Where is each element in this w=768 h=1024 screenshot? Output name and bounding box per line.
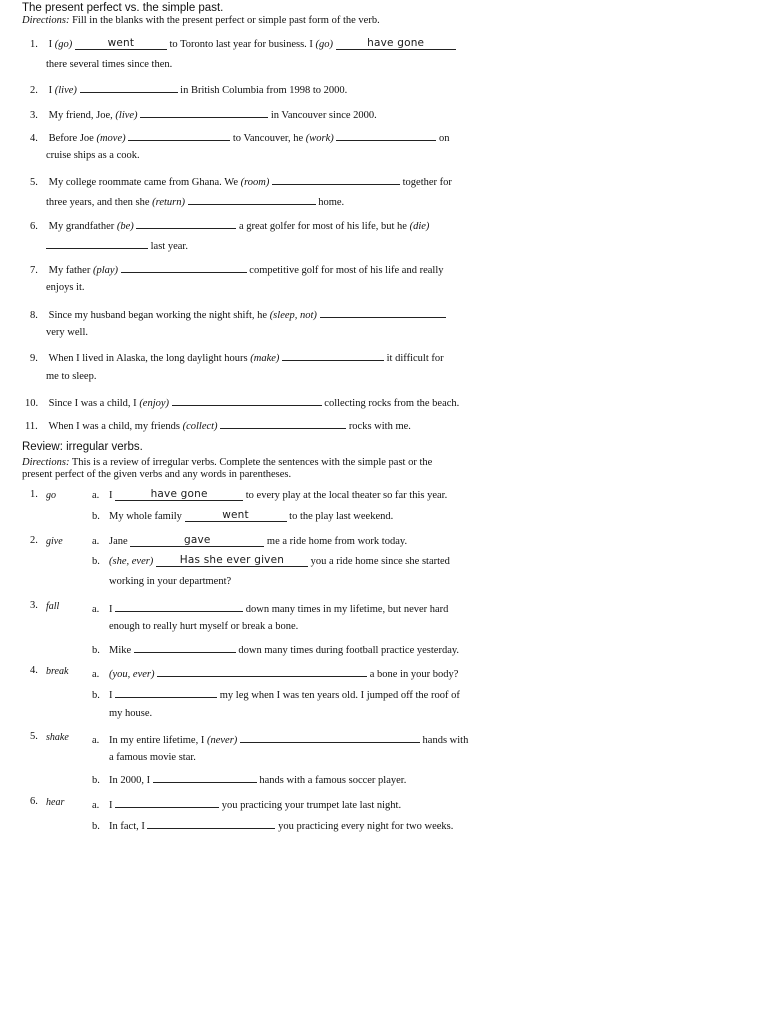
sentence-text: down many times during football practice yesterday. [235,645,460,656]
part-label: b. [92,821,100,832]
verb-hint: (go) [315,39,334,50]
review-verb: give [46,536,63,547]
exercise-7-continuation: enjoys it. [46,282,85,293]
sentence-text: down many times in my lifetime, but never hard [243,604,449,615]
sentence-text: home. [315,197,345,208]
review-verb: go [46,490,56,501]
sentence-text: My whole family [109,511,185,522]
answer-blank[interactable] [320,306,446,318]
sentence-text: to Vancouver, he [230,133,306,144]
sentence-text: three years, and then she [46,197,153,208]
handwritten-answer: have gone [150,488,208,500]
sentence-text: rocks with me. [346,421,411,432]
answer-blank[interactable] [157,665,367,677]
handwritten-answer: have gone [367,37,425,49]
handwritten-answer: gave [184,534,211,546]
review-2b [92,555,450,568]
review-verb: fall [46,601,60,612]
answer-blank[interactable] [240,731,420,743]
answer-blank[interactable] [336,129,436,141]
review-number: 6. [30,796,38,807]
exercise-5 [30,173,452,189]
verb-hint: (work) [305,133,334,144]
answer-blank[interactable] [115,686,217,698]
answer-blank[interactable] [80,81,178,93]
sentence-text: When I was a child, my friends [48,421,183,432]
review-title: Review: irregular verbs. [22,441,143,453]
sentence-text: I [109,800,116,811]
sentence-text: I [48,85,55,96]
verb-hint: (room) [240,177,270,188]
sentence-text: I [48,39,55,50]
sentence-text: In my entire lifetime, I [109,735,207,746]
exercise-4 [30,129,449,145]
verb-hint: (enjoy) [139,398,170,409]
review-directions-line-2: present perfect of the given verbs and any words in parentheses. [22,469,292,480]
review-4b [92,686,460,702]
exercise-4-continuation: cruise ships as a cook. [46,150,140,161]
sentence-text: on [436,133,450,144]
answer-blank[interactable] [136,217,236,229]
sentence-text: together for [400,177,452,188]
verb-hint: (you, ever) [109,669,155,680]
review-5a [92,731,468,747]
verb-hint: (live) [115,110,138,121]
review-directions-label: Directions: [22,457,70,468]
exercise-number: 10. [25,398,39,409]
answer-blank[interactable] [115,796,219,808]
review-directions-line-1 [22,457,432,468]
exercise-7 [30,261,443,277]
review-5a-continuation: a famous movie star. [109,752,196,763]
exercise-number: 3. [30,110,38,121]
verb-hint: (play) [92,265,119,276]
sentence-text: competitive golf for most of his life and really [246,265,444,276]
answer-blank[interactable] [156,555,308,567]
review-number: 5. [30,731,38,742]
answer-blank[interactable] [185,510,287,522]
sentence-text: Mike [109,645,134,656]
review-verb: hear [46,797,65,808]
sentence-text: in British Columbia from 1998 to 2000. [177,85,348,96]
review-4b-continuation: my house. [109,708,153,719]
sentence-text: a bone in your body? [367,669,459,680]
sentence-text: My grandfather [48,221,117,232]
review-directions-text: This is a review of irregular verbs. Complete the sentences with the simple past or the [69,457,433,468]
sentence-text: to every play at the local theater so far this year. [243,490,448,501]
answer-blank[interactable] [172,394,322,406]
answer-blank[interactable] [220,417,346,429]
exercise-6-continuation [46,237,188,253]
answer-blank[interactable] [128,129,230,141]
sentence-text: I [109,690,116,701]
part-label: b. [92,645,100,656]
review-2a [92,535,407,548]
exercise-8 [30,306,446,322]
exercise-1-continuation: there several times since then. [46,59,173,70]
sentence-text: it difficult for [384,353,444,364]
review-verb: break [46,666,69,677]
exercise-number: 1. [30,39,38,50]
sentence-text: Before Joe [48,133,97,144]
review-4a [92,665,458,681]
review-number: 3. [30,600,38,611]
sentence-text: hands with [419,735,469,746]
review-2b-continuation: working in your department? [109,576,232,587]
part-label: b. [92,511,100,522]
verb-hint: (live) [54,85,77,96]
exercise-1 [30,38,456,51]
handwritten-answer: went [107,37,135,49]
part-label: a. [92,536,100,547]
directions [22,15,380,26]
exercise-number: 5. [30,177,38,188]
sentence-text: In fact, I [109,821,148,832]
sentence-text: When I lived in Alaska, the long daylight hours [48,353,251,364]
part-label: a. [92,800,100,811]
exercise-number: 6. [30,221,38,232]
answer-blank[interactable] [272,173,400,185]
review-5b [92,771,406,787]
sentence-text: I [109,490,116,501]
answer-blank[interactable] [147,817,275,829]
sentence-text: me a ride home from work today. [264,536,408,547]
sentence-text: you practicing every night for two weeks. [275,821,454,832]
review-3a-continuation: enough to really hurt myself or break a bone. [109,621,299,632]
part-label: b. [92,775,100,786]
answer-blank[interactable] [130,535,264,547]
worksheet-title: The present perfect vs. the simple past. [22,2,224,14]
part-label: a. [92,604,100,615]
answer-blank[interactable] [75,38,167,50]
verb-hint: (be) [116,221,134,232]
handwritten-answer: Has she ever given [179,554,285,566]
answer-blank[interactable] [121,261,247,273]
review-6a [92,796,401,812]
exercise-number: 4. [30,133,38,144]
sentence-text: to the play last weekend. [286,511,394,522]
sentence-text: collecting rocks from the beach. [321,398,460,409]
review-number: 2. [30,535,38,546]
exercise-11 [25,417,411,433]
verb-hint: (sleep, not) [269,310,317,321]
answer-blank[interactable] [336,38,456,50]
sentence-text: Jane [109,536,131,547]
review-3a [92,600,448,616]
sentence-text: I [109,604,116,615]
review-1b [92,510,393,523]
handwritten-answer: went [222,509,249,521]
exercise-6 [30,217,429,233]
exercise-number: 11. [25,421,38,432]
exercise-2 [30,81,347,97]
exercise-9 [30,349,444,365]
exercise-number: 9. [30,353,38,364]
sentence-text: Since I was a child, I [48,398,140,409]
part-label: b. [92,690,100,701]
exercise-number: 2. [30,85,38,96]
sentence-text: My college roommate came from Ghana. We [48,177,241,188]
sentence-text: My friend, Joe, [48,110,116,121]
verb-hint: (collect) [182,421,218,432]
sentence-text: to Toronto last year for business. I [166,39,316,50]
exercise-8-continuation: very well. [46,327,88,338]
exercise-9-continuation: me to sleep. [46,371,97,382]
sentence-text: you a ride home since she started [307,556,450,567]
review-1a [92,489,447,502]
verb-hint: (she, ever) [109,556,154,567]
answer-blank[interactable] [134,641,236,653]
verb-hint: (die) [409,221,430,232]
sentence-text: My father [48,265,93,276]
sentence-text: a great golfer for most of his life, but he [236,221,410,232]
answer-blank[interactable] [188,193,316,205]
sentence-text: last year. [148,241,188,252]
verb-hint: (move) [96,133,126,144]
answer-blank[interactable] [115,489,243,501]
part-label: b. [92,556,100,567]
verb-hint: (go) [54,39,73,50]
verb-hint: (make) [250,353,280,364]
sentence-text: my leg when I was ten years old. I jumped off the roof of [217,690,460,701]
review-verb: shake [46,732,69,743]
answer-blank[interactable] [153,771,257,783]
verb-hint: (return) [152,197,185,208]
exercise-5-continuation [46,193,344,209]
part-label: a. [92,735,100,746]
sentence-text: you practicing your trumpet late last night. [219,800,402,811]
part-label: a. [92,490,100,501]
review-number: 4. [30,665,38,676]
exercise-10 [25,394,459,410]
sentence-text: in Vancouver since 2000. [268,110,377,121]
sentence-text: hands with a famous soccer player. [256,775,407,786]
exercise-3 [30,106,377,122]
review-number: 1. [30,489,38,500]
exercise-number: 7. [30,265,38,276]
part-label: a. [92,669,100,680]
directions-label: Directions: [22,15,70,26]
answer-blank[interactable] [140,106,268,118]
answer-blank[interactable] [46,237,148,249]
review-6b [92,817,453,833]
review-3b [92,641,459,657]
directions-text: Fill in the blanks with the present perfect or simple past form of the verb. [69,15,380,26]
answer-blank[interactable] [282,349,384,361]
answer-blank[interactable] [115,600,243,612]
sentence-text: In 2000, I [109,775,153,786]
exercise-number: 8. [30,310,38,321]
verb-hint: (never) [206,735,238,746]
sentence-text: Since my husband began working the night shift, he [48,310,270,321]
